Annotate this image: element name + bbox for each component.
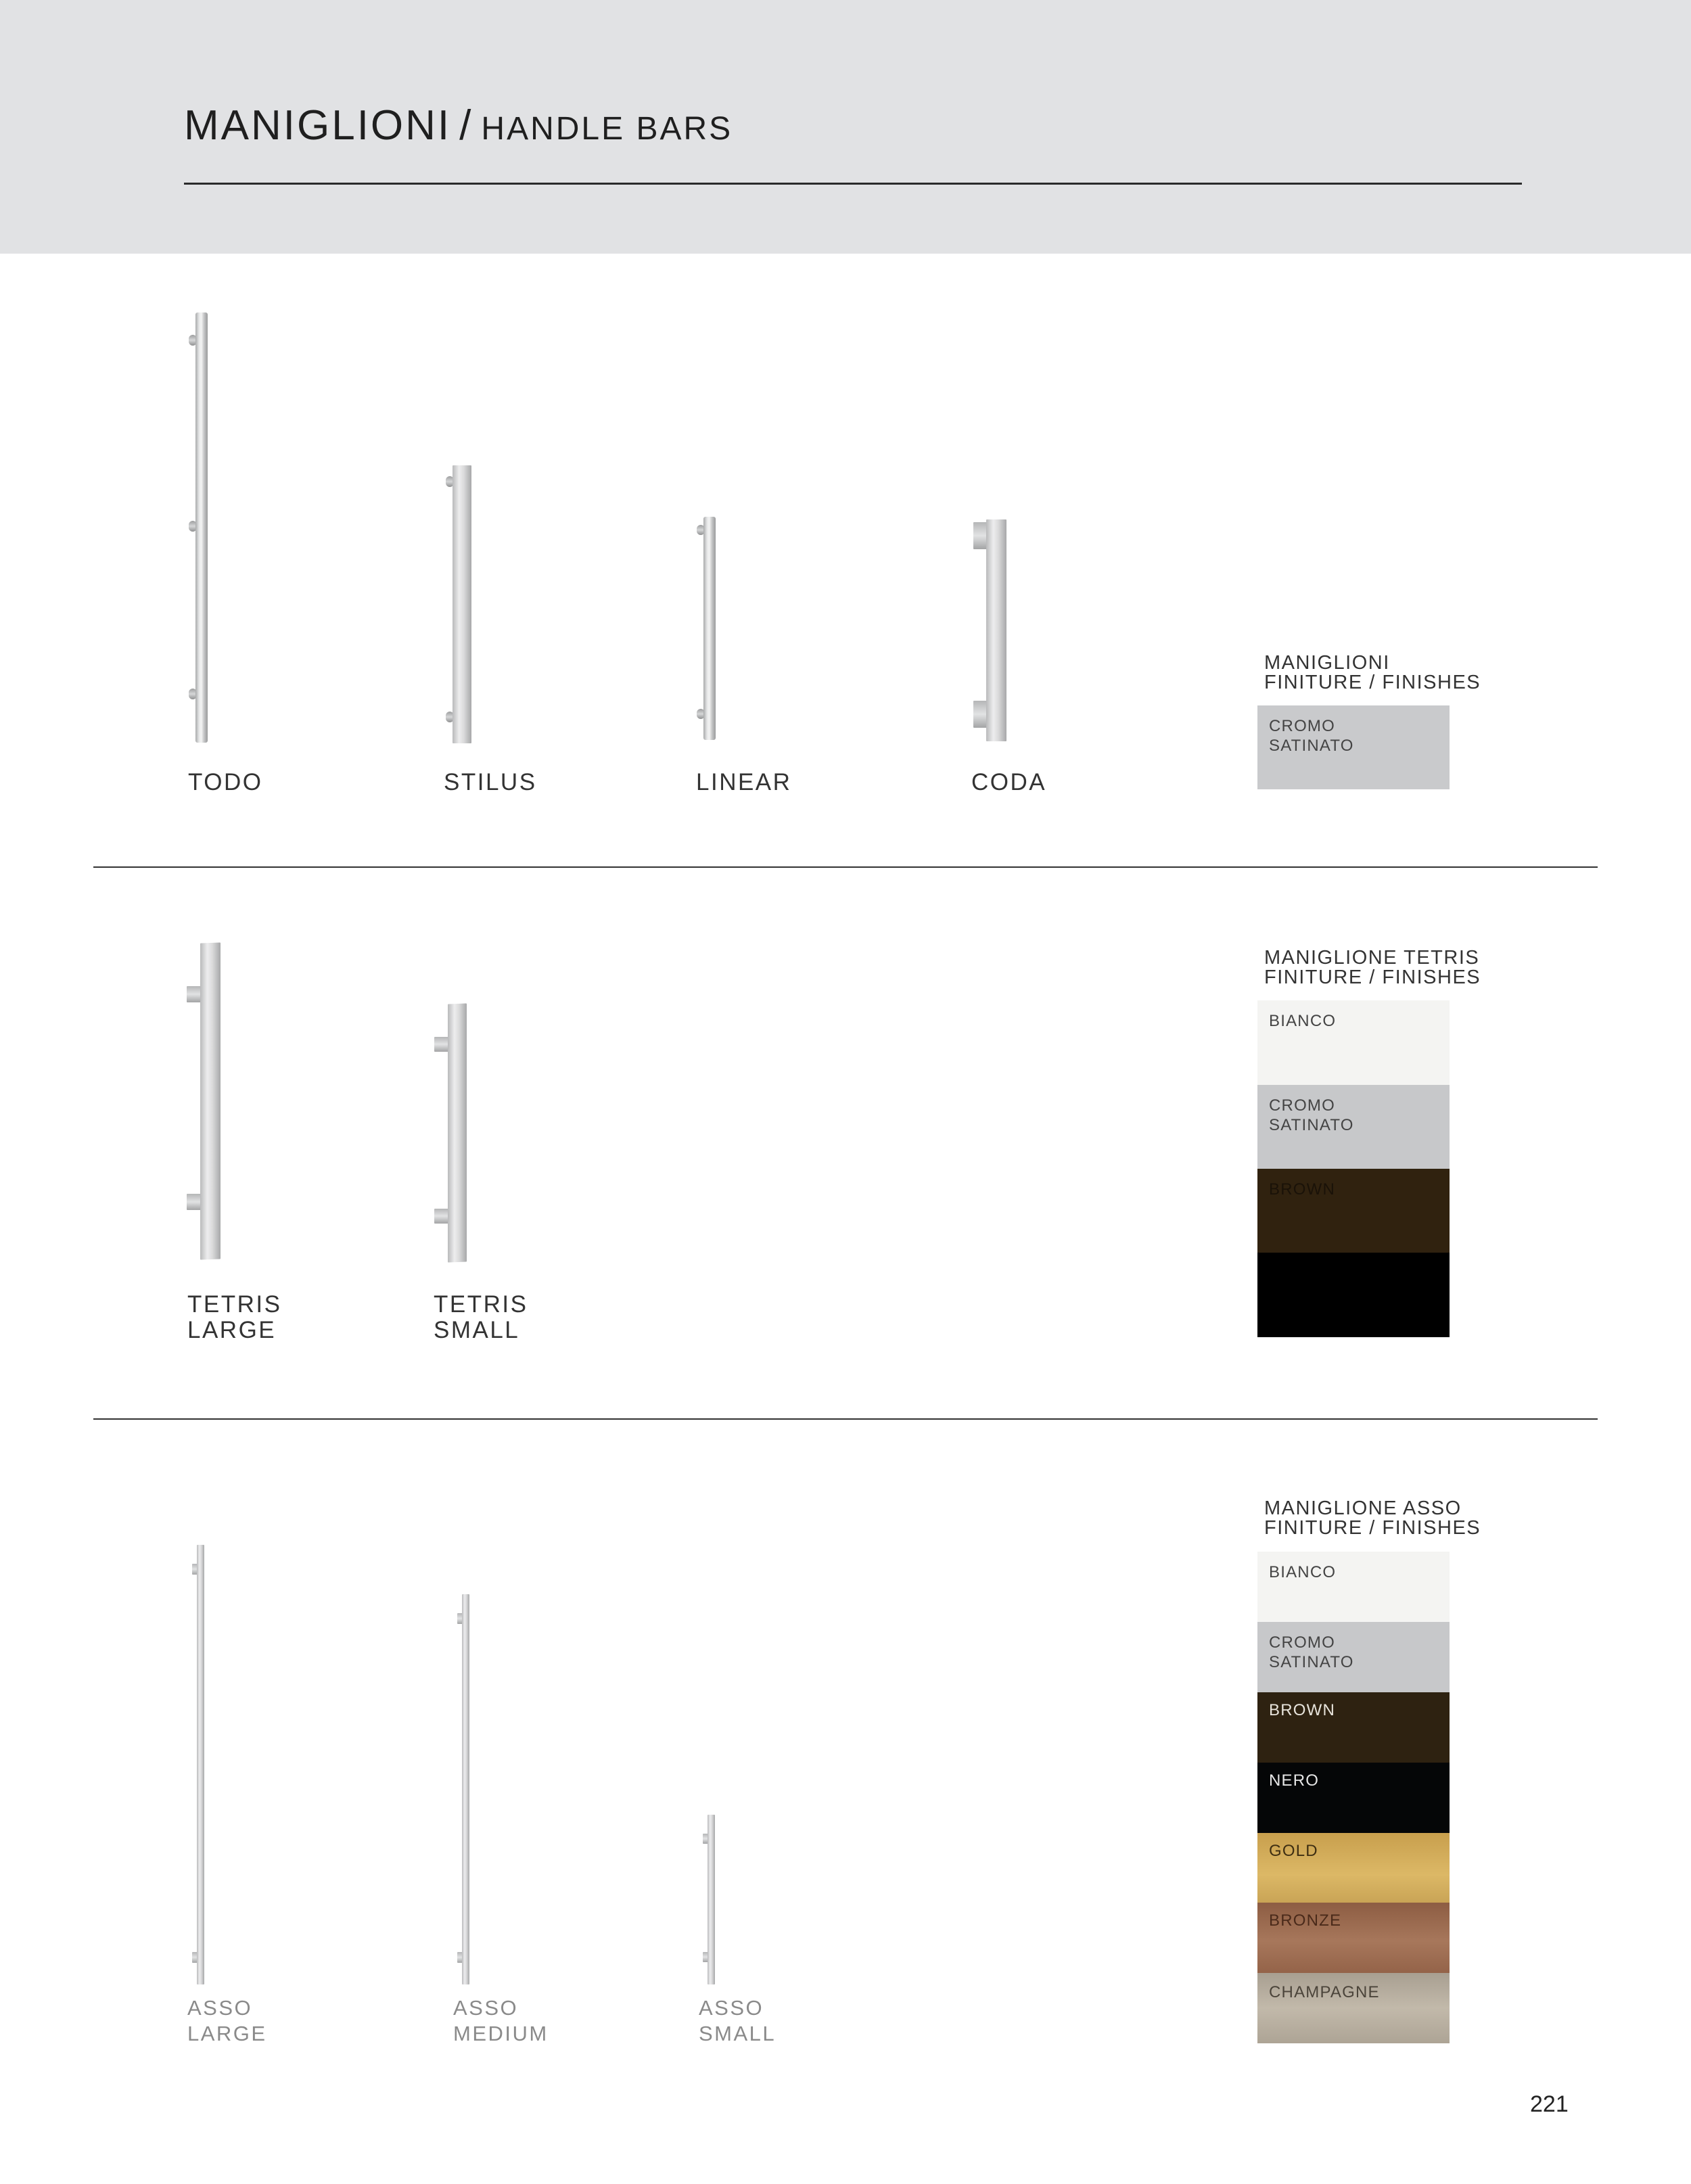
page-number: 221 <box>1530 2091 1569 2117</box>
product-label-stilus: STILUS <box>444 769 537 795</box>
product-label-asso-small: ASSO SMALL <box>699 1996 777 2045</box>
swatch-gold: GOLD <box>1257 1833 1450 1903</box>
product-label-tetris-large: TETRIS LARGE <box>187 1291 282 1343</box>
title-divider <box>184 183 1522 185</box>
section-divider <box>93 1418 1598 1420</box>
product-label-asso-large: ASSO LARGE <box>187 1996 267 2045</box>
product-label-tetris-small: TETRIS SMALL <box>434 1291 528 1343</box>
page-title <box>184 101 733 149</box>
swatch-bianco: BIANCO <box>1257 1000 1450 1085</box>
finishes-title-asso: MANIGLIONE ASSO FINITURE / FINISHES <box>1264 1497 1481 1539</box>
title-english: HANDLE BARS <box>481 111 733 147</box>
swatch-cromo-satinato: CROMO SATINATO <box>1257 1085 1450 1169</box>
finishes-title-maniglioni: MANIGLIONI FINITURE / FINISHES <box>1264 652 1481 693</box>
finishes-title-tetris: MANIGLIONE TETRIS FINITURE / FINISHES <box>1264 947 1481 988</box>
swatch-champagne: CHAMPAGNE <box>1257 1973 1450 2043</box>
product-label-linear: LINEAR <box>696 769 792 795</box>
product-label-asso-medium: ASSO MEDIUM <box>453 1996 549 2045</box>
swatch-black <box>1257 1253 1450 1337</box>
swatch-cromo-satinato: CROMO SATINATO <box>1257 705 1450 789</box>
product-label-coda: CODA <box>971 769 1047 795</box>
section-divider <box>93 866 1598 868</box>
swatch-brown: BROWN <box>1257 1692 1450 1763</box>
swatch-cromo-satinato: CROMO SATINATO <box>1257 1622 1450 1692</box>
product-label-todo: TODO <box>188 769 263 795</box>
swatch-bianco: BIANCO <box>1257 1552 1450 1622</box>
swatch-bronze: BRONZE <box>1257 1903 1450 1973</box>
swatch-nero: NERO <box>1257 1763 1450 1833</box>
swatch-brown: BROWN <box>1257 1169 1450 1253</box>
title-italian: MANIGLIONI <box>184 102 452 149</box>
title-separator: / <box>459 102 473 149</box>
